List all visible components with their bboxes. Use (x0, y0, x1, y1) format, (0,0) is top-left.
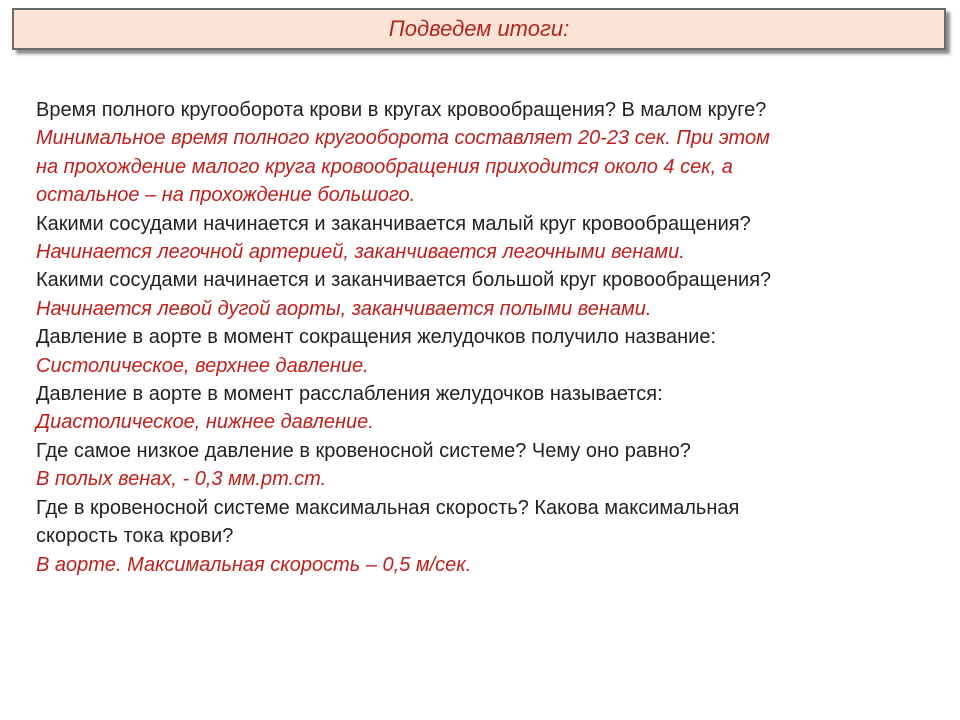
answer-line: Начинается левой дугой аорты, заканчивается полыми венами. (36, 297, 652, 320)
answer-line: Систолическое, верхнее давление. (36, 354, 369, 377)
answer-line: В аорте. Максимальная скорость – 0,5 м/сек. (36, 553, 472, 576)
answer-line: остальное – на прохождение большого. (36, 184, 416, 207)
answer-line: Диастолическое, нижнее давление. (36, 411, 374, 434)
title-banner (12, 8, 946, 50)
slide-title: Подведем итоги: (388, 16, 570, 41)
question-line: Какими сосудами начинается и заканчивается малый круг кровообращения? (36, 212, 751, 235)
question-line: скорость тока крови? (36, 525, 234, 548)
question-line: Время полного кругооборота крови в кругах кровообращения? В малом круге? (36, 99, 767, 121)
question-line: Где в кровеносной системе максимальная скорость? Какова максимальная (36, 496, 740, 519)
summary-text (36, 96, 936, 579)
answer-line: Минимальное время полного кругооборота составляет 20-23 сек. При этом (36, 127, 770, 150)
question-line: Какими сосудами начинается и заканчивается большой круг кровообращения? (36, 269, 772, 292)
question-line: Давление в аорте в момент расслабления желудочков называется: (36, 383, 663, 406)
answer-line: Начинается легочной артерией, заканчивается легочными венами. (36, 241, 685, 264)
question-line: Давление в аорте в момент сокращения желудочков получило название: (36, 326, 717, 349)
question-line: Где самое низкое давление в кровеносной системе? Чему оно равно? (36, 439, 691, 462)
answer-line: на прохождение малого круга кровообращения приходится около 4 сек, а (36, 155, 733, 178)
answer-line: В полых венах, - 0,3 мм.рт.ст. (36, 468, 327, 491)
